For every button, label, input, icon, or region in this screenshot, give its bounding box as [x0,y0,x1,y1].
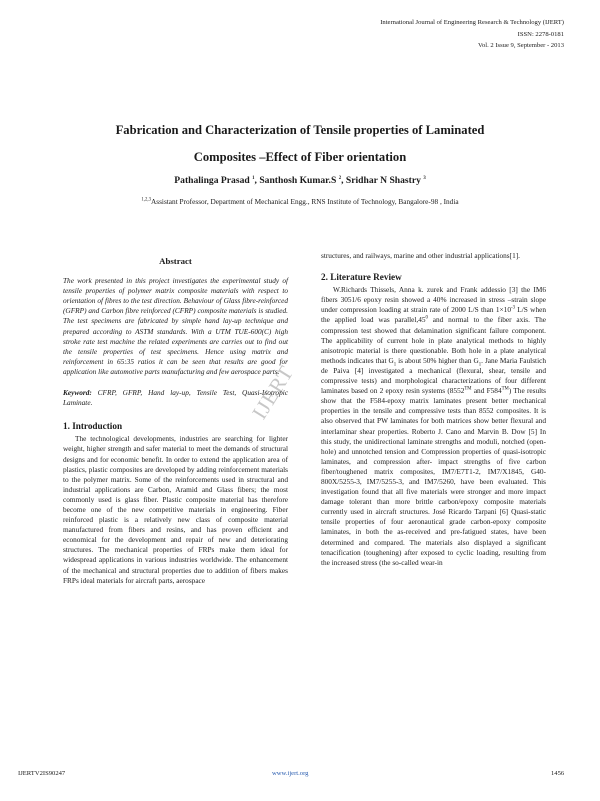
title-line-1: Fabrication and Characterization of Tensile properties of Laminated [115,123,485,137]
author-name: Sridhar N Shastry [345,175,421,186]
introduction-text: The technological developments, industries are searching for lighter weight, higher strength and safer material to meet the demands of structural designs and for economic benefit. In order to extend the application area of plastics, plastic composites are developed by adding reinforcement materials to the polymer matrix. Some of the reinforcements used in structural and industrial applications are Carbon, Aramid and Glass fibers; the most commonly used is glass fiber. Plastic composite material has therefore become one of the new competitive materials in engineering. Fiber reinforced plastic is a relatively new class of composite material manufactured from fibers and resins, and has proven efficient and economical for the development and repair of new and deteriorating structures. The mechanical properties of FRPs make them ideal for widespread applications in various industries worldwide. The enhancement of the mechanical and structural properties due to addition of fibers makes FRPs ideal materials for aircraft parts, aerospace [63,434,288,585]
introduction-continued: structures, and railways, marine and other industrial applications[1]. [321,251,520,260]
author-name: Santhosh Kumar.S [259,175,337,186]
literature-review-heading: 2. Literature Review [321,272,402,283]
lit-subscript: 1 [393,362,397,368]
abstract-heading: Abstract [159,256,192,266]
journal-issn: ISSN: 2278-0181 [517,30,564,38]
footer-paper-id: IJERTV2IS90247 [18,770,66,777]
literature-review-text [321,285,546,568]
left-column [63,256,288,586]
lit-text-part: . Jane Maria Faulstich de Paiva [4] investigated a mechanical (flexural, shear, tensile and compressive tests) and morphological characterizations of four different laminates based on 2 epoxy resin systems (8552 [321,355,546,396]
keywords-label: Keyword: [63,388,92,398]
introduction-heading: 1. Introduction [63,421,123,432]
author-affiliation-mark: 1 [252,175,255,181]
lit-exponent: -3 [510,305,515,311]
author-affiliation-mark: 3 [423,175,426,181]
author-separator: , [341,175,346,186]
affiliation-text: Assistant Professor, Department of Mechanical Engg., RNS Institute of Technology, Bangalore-98 , India [150,197,459,206]
lit-trademark: TM [501,386,509,392]
lit-text-part: is about 50% higher than G [396,355,479,365]
author-list [60,175,540,186]
journal-volume: Vol. 2 Issue 9, September - 2013 [478,42,564,49]
paper-title [60,117,540,171]
lit-text-part: and F584 [471,386,502,396]
keywords-text: CFRP, GFRP, Hand lay-up, Tensile Test, Quasi-Isotropic Laminate. [63,388,288,408]
right-column [321,251,546,568]
author-name: Pathalinga Prasad [174,175,250,186]
author-affiliation [40,197,560,206]
lit-degree-mark: 0 [425,316,428,322]
watermark: IJERT [247,361,299,424]
lit-text-part: W.Richards Thissels, Anna k. zurek and Frank addessio [3] the IM6 fibers 3051/6 epoxy resin showed a 40% increased in stress –strain slope under compression loading at strain rate of 2000 L/S than 1×10 [321,285,546,315]
journal-name: International Journal of Engineering Research & Technology (IJERT) [380,19,564,26]
lit-text-part: ) The results show that the F584-epoxy matrix laminates present better mechanical properties in the tensile and compressive tests than 8552 composites. It is also observed that PW laminates for both matrices show better flexural and interlaminar shear properties. Roberto J. Cano and Marvin B. Dow [5] In this study, the unidirectional laminate strengths and moduli, notched (open-hole) and unnotched tension and Compression properties of quasi-isotropic laminates, and compression after- impact strengths of five carbon fiber/toughened matrix composites, IM7/E7T1-2, IM7/X1845, G40-800X/5255-3, IM7/5255-3, and IM7/5260, have been evaluated. This investigation found that all five materials were stronger and more impact damage tolerant than more brittle carbon/epoxy composite materials currently used in aircraft structures. José Ricardo Tarpani [6] Quasi-static tensile properties of four aeronautical grade carbon-epoxy composite laminates, in both the as-received and pre-fatigued states, have been determined and compared. The materials also displayed a significant tenacification (toughening) after exposed to cyclic loading, resulting from the increased stress (the so-called wear-in [321,386,546,567]
keywords [63,388,288,408]
affiliation-marks: 1,2,3 [141,197,151,203]
lit-text-part: L/S when the applied load was parallel,45 [321,305,546,325]
author-separator: , [254,175,260,186]
lit-text-part: and normal to the fiber axis. The compression test showed that delamination significant failure component. The applicability of current hole in plate analytical methods to highly anisotropic material is there questionable. Both hole in a plate analytical methods indicates that G [321,315,546,365]
lit-subscript: 1 [478,362,482,368]
footer-page-number: 1456 [551,770,565,777]
lit-trademark: TM [464,386,472,392]
author-affiliation-mark: 2 [338,175,342,181]
abstract-text: The work presented in this project investigates the experimental study of tensile properties of polymer matrix composite materials with respect to orientation of fibres to the test direction. Behaviour of Glass fibre-reinforced (GFRP) and Carbon fibre reinforced (CFRP) composite materials is studied. The test specimens are fabricated by simple hand lay-up technique and prepared according to ASTM standards. With a UTM TUE-600(C) high stroke rate test machine the related experiments are carries out to find out the tensile properties of test specimens. Hence using matrix and reinforcement in 65:35 ratios it can be seen that results are good for application like automotive parts manufacturing and few aerospace parts. [63,276,288,376]
footer-website-link[interactable]: www.ijert.org [272,770,309,777]
journal-header [380,17,564,52]
title-line-2: Composites –Effect of Fiber orientation [193,150,407,164]
